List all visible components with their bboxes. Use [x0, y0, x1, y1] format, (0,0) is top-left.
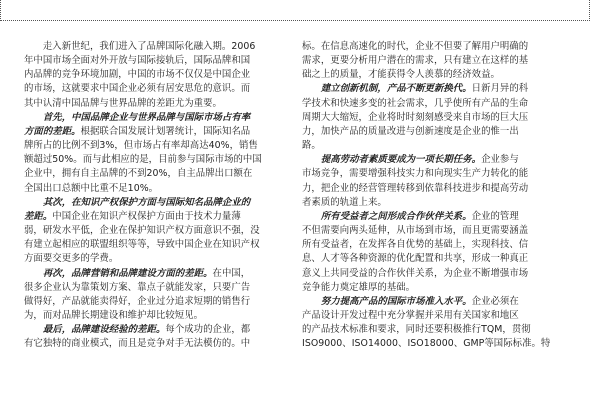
body-text: 息、人才等各种资源的优化配置和共享，形成一种真正: [302, 253, 529, 265]
text-line: [24, 82, 286, 96]
body-text: 为，而对品牌长期建设和维护却比较短见。: [24, 309, 204, 321]
body-text: 者素质的轨道上来。: [302, 196, 387, 208]
body-text: 力，加快产品的质量改进与创新速度是企业的惟一出: [302, 125, 519, 137]
body-text: 在中国，: [212, 267, 251, 279]
text-line: [302, 167, 566, 181]
body-text: 路。: [302, 140, 321, 152]
text-line: [302, 267, 566, 281]
body-text: 标。在信息高速化的时代，企业不但要了解用户明确的: [302, 41, 529, 52]
body-text: 所有受益者，在发挥各自优势的基础上，实现科技、信: [302, 239, 529, 251]
text-line: [302, 323, 566, 337]
text-line: [24, 111, 286, 125]
body-text: 企业必须在: [471, 295, 519, 307]
text-line: [24, 125, 286, 139]
body-text: 竞争能力奠定雄厚的基础。: [302, 281, 416, 293]
emphasis-text: 最后，品牌建设经验的差距。: [24, 324, 166, 336]
body-text: 企业中，拥有自主品牌的不到20%，自主品牌出口额在: [24, 168, 253, 180]
body-text: 需求，更要分析用户潜在的需求，只有建立在这样的基: [302, 55, 529, 67]
text-line: [24, 337, 286, 351]
text-line: [302, 238, 566, 252]
body-text: 中国企业在知识产权保护方面由于技术力量薄: [52, 210, 241, 222]
emphasis-text: 再次，品牌营销和品牌建设方面的差距。: [24, 267, 213, 279]
text-line: [302, 337, 566, 351]
body-text: 做得好，产品就能卖得好，企业过分追求短期的销售行: [24, 295, 251, 307]
text-line: [24, 281, 286, 295]
body-text: ISO9000、ISO14000、ISO18000、GMP等国际标准。特: [302, 338, 551, 350]
body-text: 产品设计开发过程中充分掌握并采用有关国家和地区: [302, 309, 519, 321]
body-text: 市场竞争，需要增强科技实力和向现实生产力转化的能: [302, 168, 529, 180]
text-line: [302, 125, 566, 139]
body-text: 的产品技术标准和要求，同时还要积极推行TQM，贯彻: [302, 324, 531, 336]
body-text: 走入新世纪，我们进入了品牌国际化融入期。2006: [24, 41, 256, 52]
text-line: [302, 196, 566, 210]
body-text: 全国出口总额中比重不足10%。: [24, 182, 159, 194]
text-line: [24, 182, 286, 196]
text-line: [302, 97, 566, 111]
text-line: [24, 210, 286, 224]
emphasis-text: 努力提高产品的国际市场准入水平。: [302, 295, 472, 307]
body-text: 企业参与: [481, 154, 519, 166]
text-line: [24, 68, 286, 82]
body-text: 很多企业认为靠策划方案、靠点子就能发家，只要广告: [24, 281, 251, 293]
body-text: 方面要交更多的学费。: [24, 253, 119, 265]
text-line: [24, 54, 286, 68]
body-text: 牌所占的比例不到3%，但市场占有率却高达40%，销售: [24, 140, 258, 152]
text-line: [24, 323, 286, 337]
text-line: [302, 40, 566, 54]
emphasis-text: 建立创新机制，产品不断更新换代。: [302, 83, 472, 95]
body-text: 内品牌的竞争环境加剧，中国的市场不仅仅是中国企业: [24, 69, 251, 81]
text-line: [24, 252, 286, 266]
left-text-column: [24, 40, 286, 351]
emphasis-text: 方面的差距。: [24, 125, 81, 137]
text-line: [302, 224, 566, 238]
emphasis-text: 差距。: [24, 210, 53, 222]
header-dotted-box: [0, 0, 590, 21]
text-line: [24, 196, 286, 210]
body-text: 意义上共同受益的合作伙伴关系，为企业不断增强市场: [302, 267, 529, 279]
body-text: 学技术和快速多变的社会需求，几乎使所有产品的生命: [302, 97, 529, 109]
text-line: [24, 309, 286, 323]
body-text: 周期大大缩短，企业将时时刻刻感受来自市场的巨大压: [302, 111, 529, 123]
text-line: [24, 153, 286, 167]
body-text: 根据联合国发展计划署统计，国际知名品: [80, 125, 251, 137]
body-text: 企业的管理: [471, 210, 519, 222]
text-line: [302, 82, 566, 96]
body-text: 弱，研发水平低，企业在保护知识产权方面意识不强，没: [24, 225, 260, 237]
text-line: [302, 182, 566, 196]
emphasis-text: 其次，在知识产权保护方面与国际知名品牌企业的: [24, 196, 251, 208]
body-text: 每个成功的企业，都: [165, 324, 251, 336]
body-text: 其中认清中国品牌与世界品牌的差距尤为重要。: [24, 97, 222, 109]
emphasis-text: 首先，中国品牌企业与世界品牌与国际市场占有率: [24, 111, 251, 123]
right-text-column: [302, 40, 566, 351]
body-text: 础之上的质量，才能获得令人羡慕的经济效益。: [302, 69, 500, 81]
text-line: [24, 224, 286, 238]
emphasis-text: 提高劳动者素质要成为一项长期任务。: [302, 154, 482, 166]
text-line: [302, 252, 566, 266]
body-text: 力，把企业的经营管理转移到依靠科技进步和提高劳动: [302, 182, 529, 194]
text-line: [24, 267, 286, 281]
text-line: [24, 40, 286, 54]
body-text: 额超过50%。而与此相应的是，目前参与国际市场的中国: [24, 154, 262, 166]
text-line: [24, 295, 286, 309]
body-text: 不但需要向两头延伸，从市场到市场，而且更需要涵盖: [302, 225, 529, 237]
text-line: [24, 139, 286, 153]
text-line: [24, 97, 286, 111]
text-line: [302, 68, 566, 82]
body-text: 日新月异的科: [471, 83, 529, 95]
text-line: [302, 54, 566, 68]
text-line: [302, 295, 566, 309]
body-text: 年中国市场全面对外开放与国际接轨后，国际品牌和国: [24, 55, 251, 67]
emphasis-text: 所有受益者之间形成合作伙伴关系。: [302, 210, 472, 222]
text-line: [24, 238, 286, 252]
text-line: [302, 281, 566, 295]
text-line: [302, 111, 566, 125]
body-text: 有它独特的商业模式，而且是竞争对手无法模仿的。中: [24, 338, 251, 350]
text-line: [302, 139, 566, 153]
body-text: 有建立起相应的联盟组织等等，导致中国企业在知识产权: [24, 239, 260, 251]
text-line: [302, 210, 566, 224]
text-line: [302, 309, 566, 323]
text-line: [302, 153, 566, 167]
text-line: [24, 167, 286, 181]
body-text: 的市场，这就要求中国企业必须有居安思危的意识。而: [24, 83, 251, 95]
